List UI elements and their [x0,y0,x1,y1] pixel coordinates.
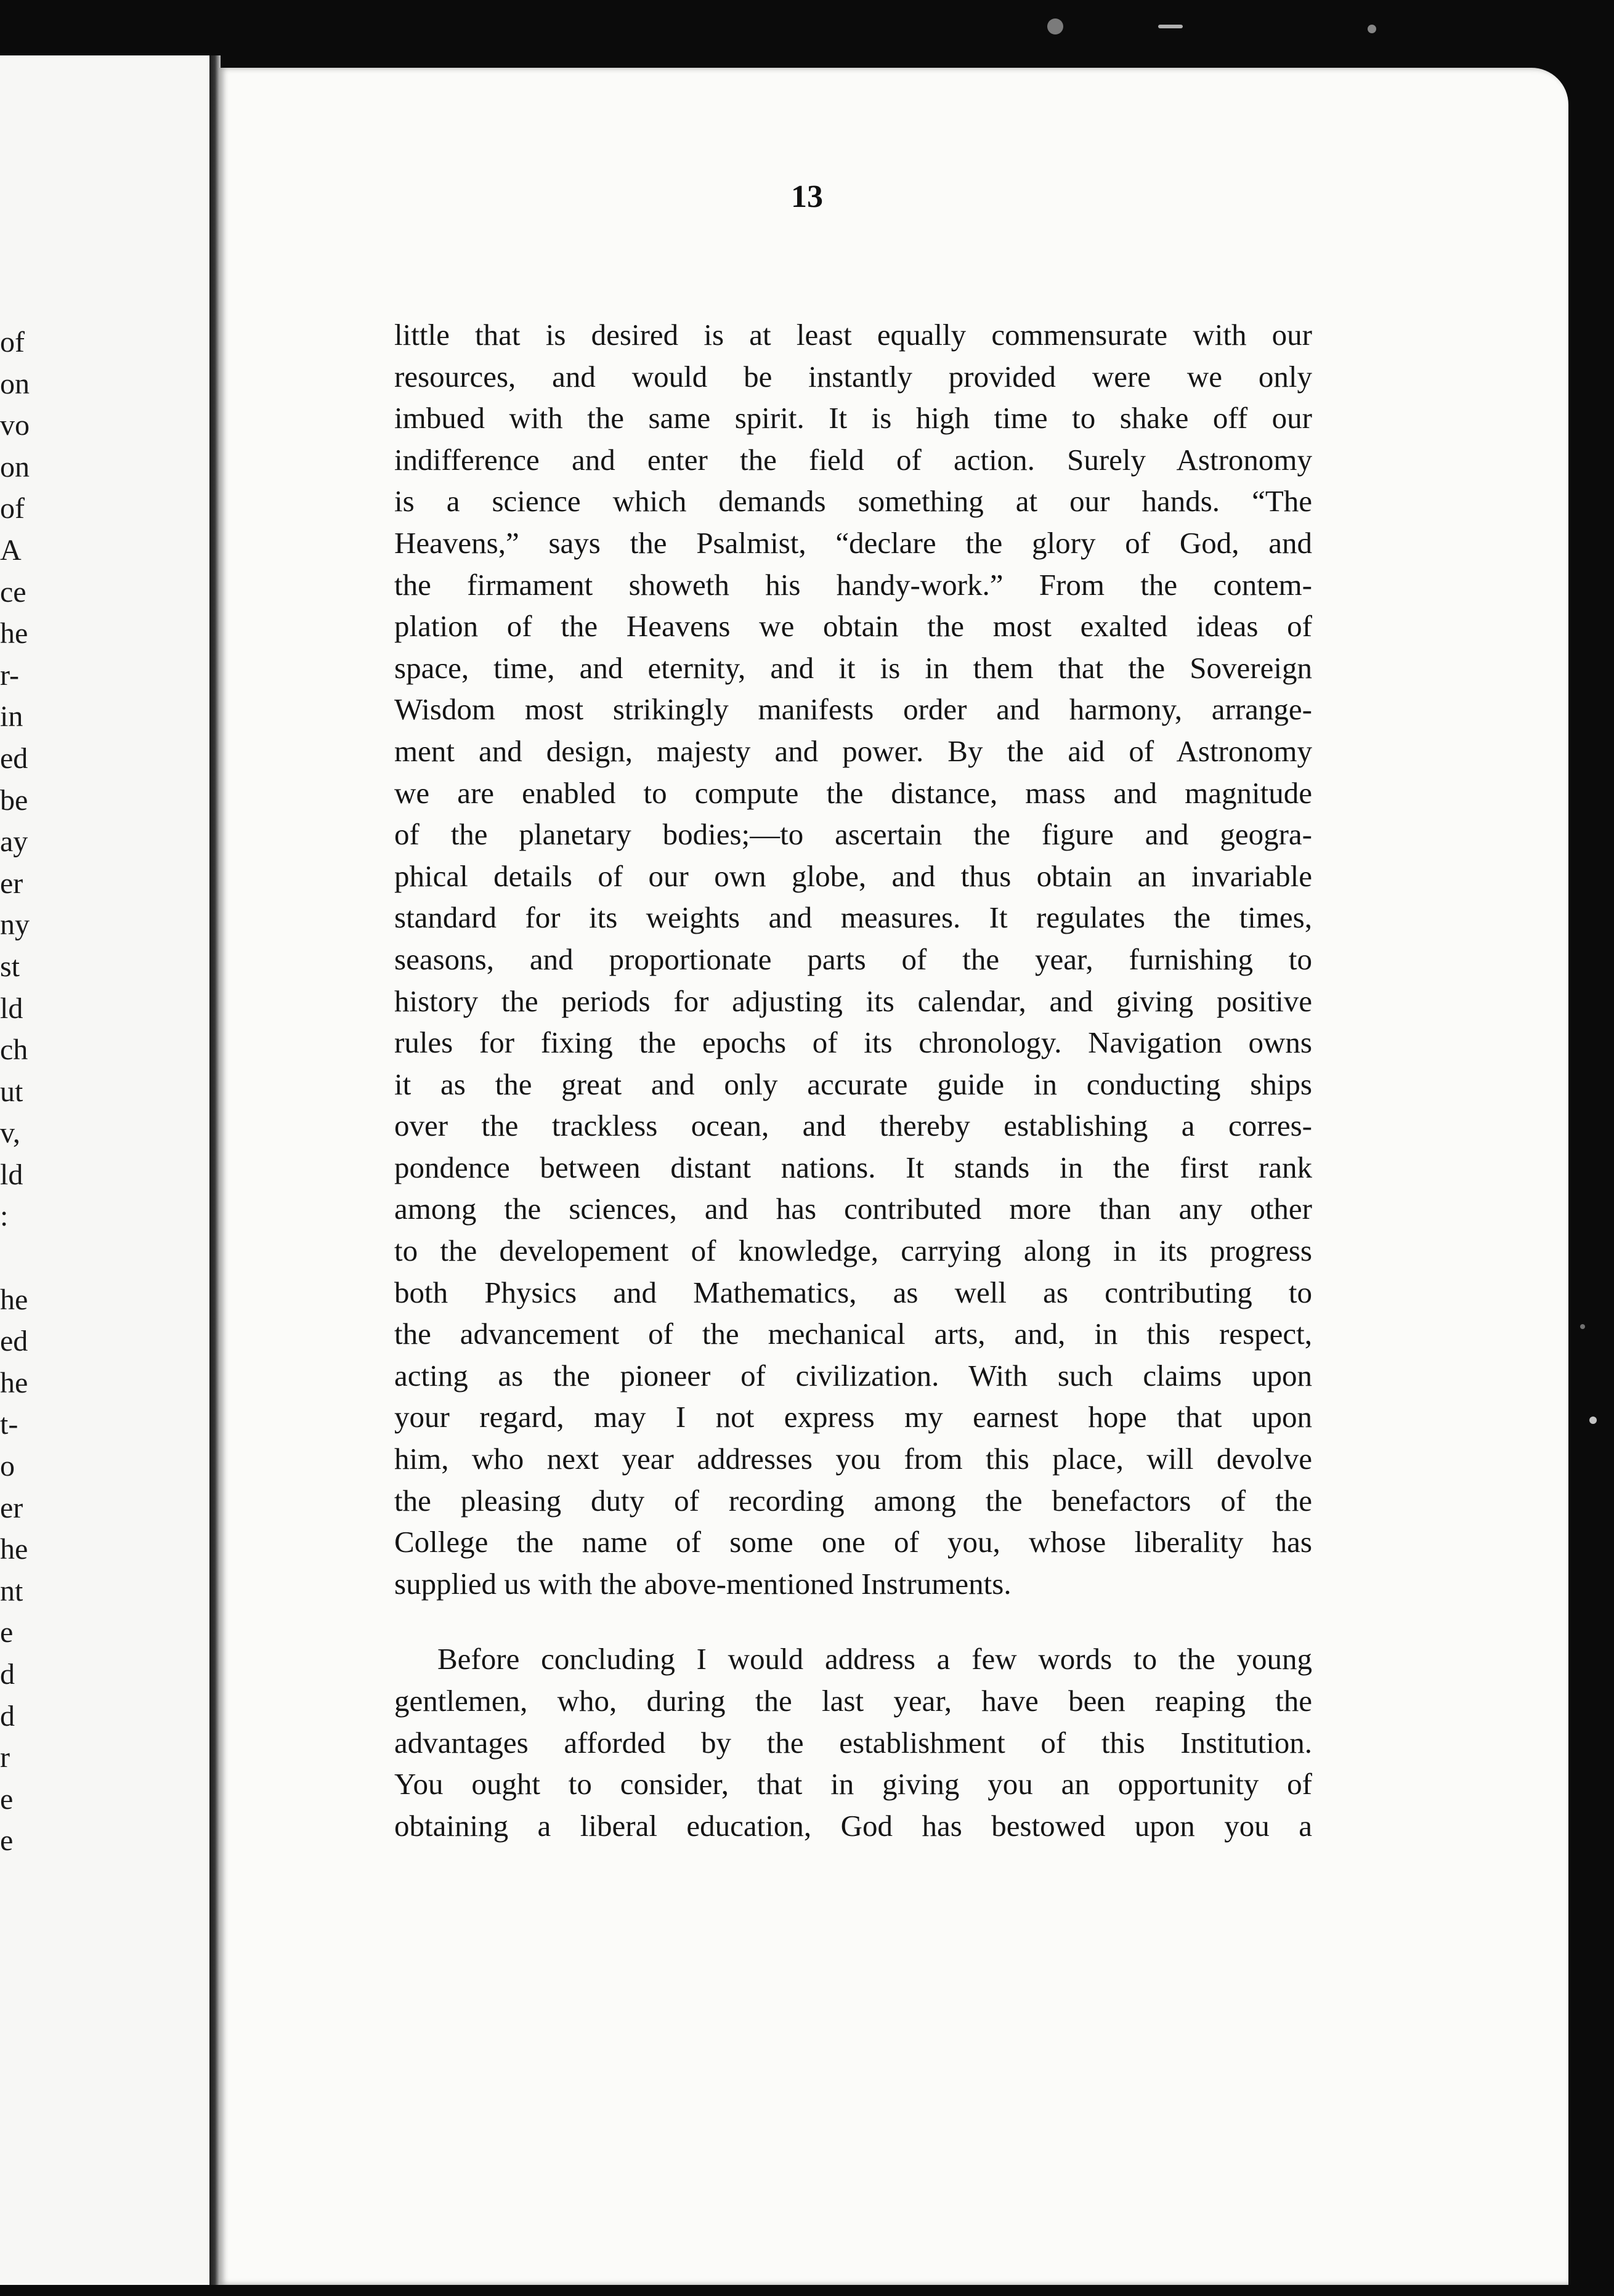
text-line: the pleasing duty of recording among the benefactors of the [394,1483,1312,1518]
left-page-fragment: ny [0,908,30,942]
text-line: both Physics and Mathematics, as well as contributing to [394,1275,1312,1309]
left-page-fragment: t- [0,1408,18,1441]
left-page-fragment: ut [0,1075,23,1108]
text-line: pondence between distant nations. It stands in the first rank [394,1150,1312,1184]
text-line: plation of the Heavens we obtain the most exalted ideas of [394,609,1312,644]
text-line: Wisdom most strikingly manifests order and harmony, arrange- [394,692,1312,727]
scan-speck [1589,1417,1597,1424]
left-page-fragment: of [0,492,25,525]
text-line: phical details of our own globe, and thus obtain an invariable [394,859,1312,893]
text-line: the firmament showeth his handy-work.” From the contem- [394,567,1312,602]
left-page-fragment: he [0,1283,28,1316]
text-line: imbued with the same spirit. It is high time to shake off our [394,401,1312,435]
left-page-fragment: vo [0,409,30,442]
scan-speck [1368,25,1376,33]
left-page-fragment: on [0,367,30,400]
left-page-fragment: er [0,867,23,900]
text-line: Heavens,” says the Psalmist, “declare the glory of God, and [394,525,1312,560]
left-page-fragment: of [0,326,25,358]
left-page-fragment: in [0,700,23,734]
left-page-fragment: he [0,1533,28,1566]
left-page-fragment: ld [0,1158,23,1191]
text-line: resources, and would be instantly provided were we only [394,359,1312,394]
text-line: seasons, and proportionate parts of the year, furnishing to [394,942,1312,976]
text-line: Before concluding I would address a few words to the young [437,1642,1312,1676]
scan-speck [1047,18,1063,34]
text-line: the advancement of the mechanical arts, and, in this respect, [394,1317,1312,1351]
text-line: indifference and enter the field of action. Surely Astronomy [394,442,1312,477]
left-page-fragment: ed [0,742,28,775]
text-line: it as the great and only accurate guide in conducting ships [394,1067,1312,1101]
scan-speck [1580,1324,1585,1329]
left-page-fragment: e [0,1616,14,1649]
text-line: standard for its weights and measures. It regulates the times, [394,900,1312,935]
left-page-fragment: he [0,1366,28,1399]
left-page-fragment: nt [0,1574,23,1607]
text-line: is a science which demands something at our hands. “The [394,484,1312,519]
paragraph-gap [394,1604,1312,1638]
left-page-fragment: he [0,617,28,650]
text-line: history the periods for adjusting its calendar, and giving positive [394,984,1312,1018]
left-page-fragment: d [0,1658,15,1691]
left-page-fragment: be [0,783,28,817]
left-page-text-fragments [0,321,37,1862]
text-line: over the trackless ocean, and thereby establishing a corres- [394,1109,1312,1143]
body-text [394,314,1312,1846]
text-line: him, who next year addresses you from this place, will devolve [394,1442,1312,1476]
text-line: gentlemen, who, during the last year, have been reaping the [394,1684,1312,1718]
page-number: 13 [791,179,823,214]
text-line: your regard, may I not express my earnest hope that upon [394,1400,1312,1434]
text-line: College the name of some one of you, whose liberality has [394,1525,1312,1559]
paragraph [394,1638,1312,1846]
text-line: among the sciences, and has contributed more than any other [394,1192,1312,1226]
paragraph [394,314,1312,1604]
left-page-fragment: : [0,1200,9,1233]
text-line: ment and design, majesty and power. By the aid of Astronomy [394,734,1312,768]
text-line: of the planetary bodies;—to ascertain the figure and geogra- [394,817,1312,852]
text-line: little that is desired is at least equally commensurate with our [394,318,1312,352]
text-line: advantages afforded by the establishment of this Institution. [394,1725,1312,1760]
left-page-fragment: st [0,950,20,983]
left-page-fragment: er [0,1491,23,1524]
left-page-fragment [0,1237,37,1279]
left-page-fragment: ay [0,825,28,859]
left-page-fragment: ed [0,1325,28,1358]
left-page-fragment: e [0,1782,14,1816]
left-page-fragment: d [0,1699,15,1732]
text-line: we are enabled to compute the distance, mass and magnitude [394,775,1312,810]
text-line: acting as the pioneer of civilization. With such claims upon [394,1358,1312,1393]
left-page-fragment: r- [0,658,20,692]
text-line: You ought to consider, that in giving you an opportunity of [394,1767,1312,1801]
left-page-fragment: ce [0,575,26,608]
text-line: rules for fixing the epochs of its chronology. Navigation owns [394,1025,1312,1060]
left-page-fragment: o [0,1450,15,1483]
text-line: space, time, and eternity, and it is in them that the Sovereign [394,650,1312,685]
text-line: obtaining a liberal education, God has bestowed upon you a [394,1808,1312,1843]
left-page-fragment: v, [0,1117,20,1150]
scan-speck [1158,25,1183,28]
left-page-fragment: on [0,450,30,483]
left-page-fragment: e [0,1824,14,1857]
left-page-fragment: A [0,533,22,567]
text-line: to the developement of knowledge, carrying along in its progress [394,1234,1312,1268]
text-line: supplied us with the above-mentioned Instruments. [394,1566,1012,1601]
left-page-fragment: ld [0,992,23,1025]
left-page-fragment: ch [0,1033,28,1067]
left-page-fragment: r [0,1741,10,1774]
left-facing-page [0,55,209,2285]
